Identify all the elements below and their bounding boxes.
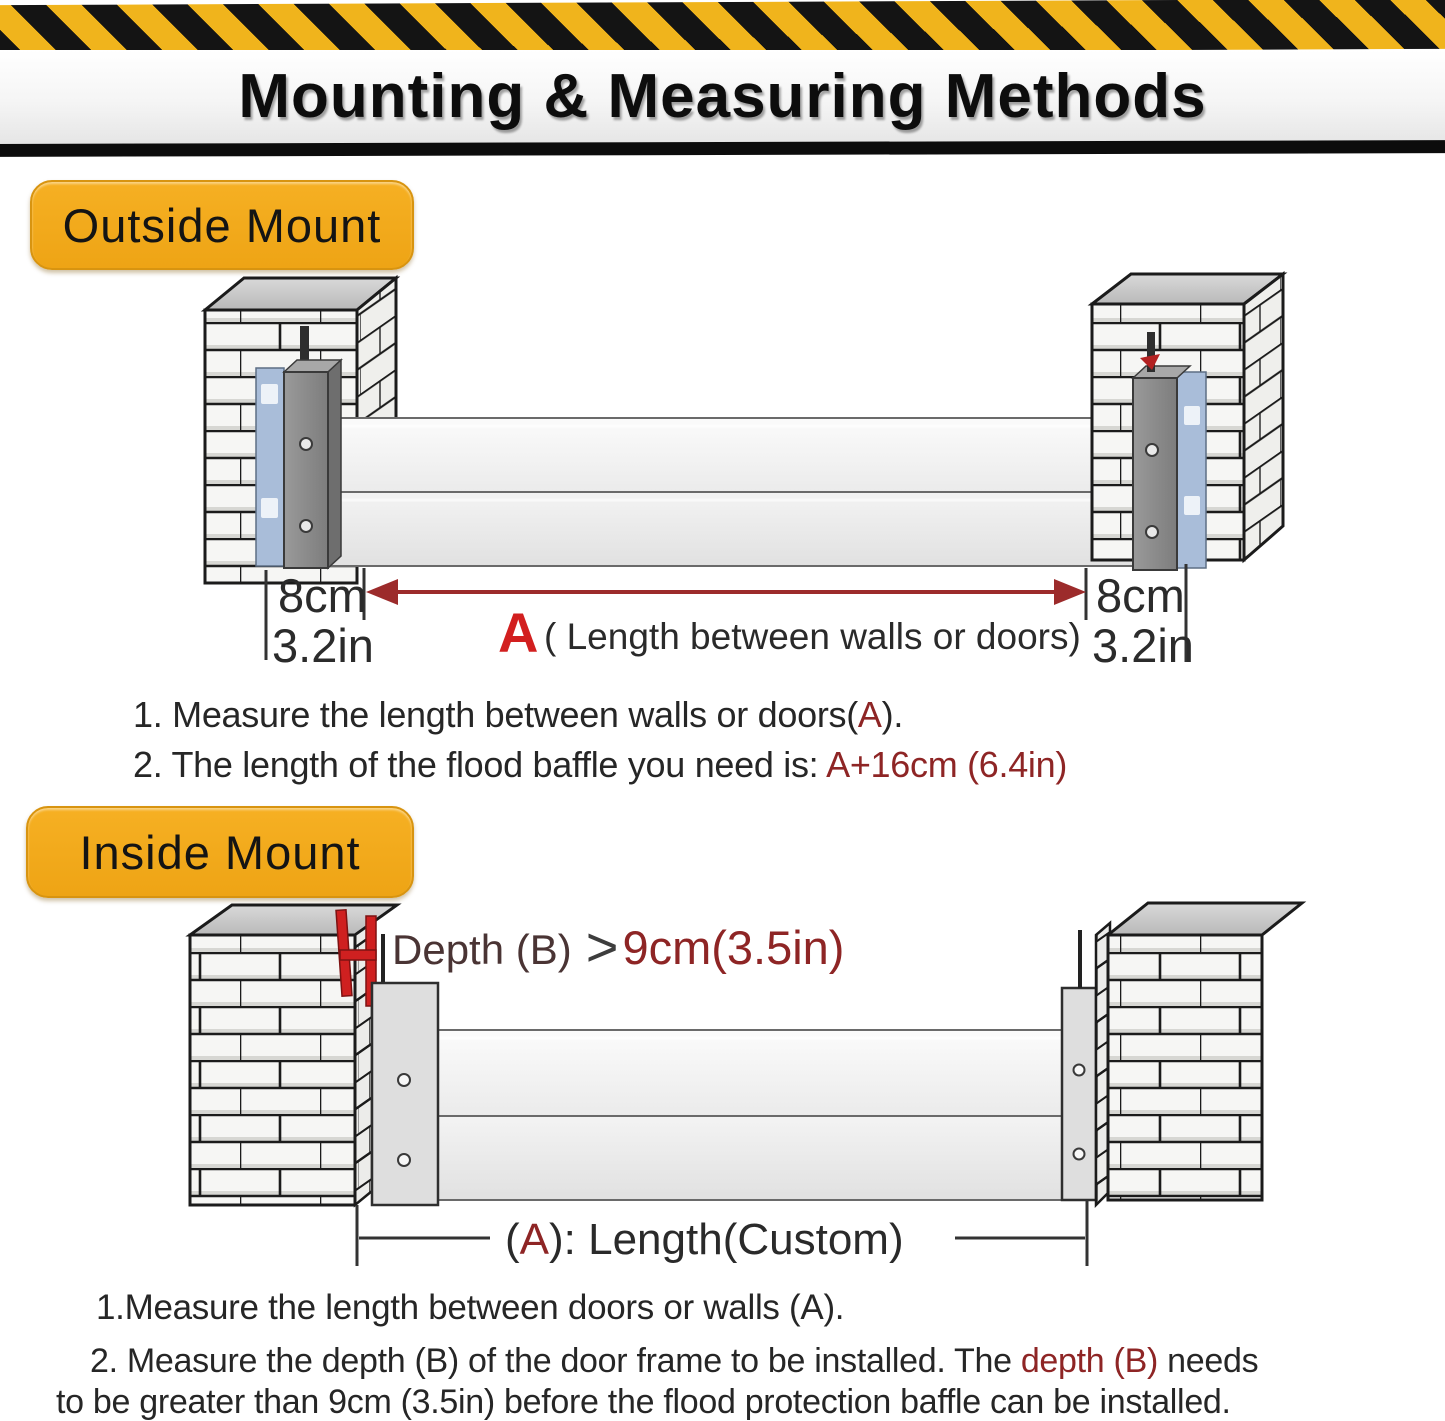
inside-step-1 bbox=[96, 1288, 844, 1328]
inside-length-label bbox=[505, 1215, 904, 1264]
outside-step-1-end: ). bbox=[881, 694, 904, 735]
title-band bbox=[0, 50, 1445, 143]
length-label-a: A bbox=[498, 601, 539, 664]
inside-step-3-text: to be greater than 9cm (3.5in) before the flood protection baffle can be installed. bbox=[56, 1383, 1231, 1421]
inside-mount-badge-label: Inside Mount bbox=[79, 825, 361, 879]
right-gap-in: 3.2in bbox=[1092, 619, 1194, 672]
left-gap-cm: 8cm bbox=[278, 569, 367, 622]
depth-label bbox=[392, 915, 844, 978]
title-underline bbox=[0, 140, 1445, 157]
inside-right-mounting-post bbox=[1062, 988, 1096, 1200]
outside-step-2-text: 2. The length of the flood baffle you need is: bbox=[133, 744, 827, 785]
flood-barrier bbox=[320, 418, 1150, 566]
inside-right-brick-pillar bbox=[1096, 903, 1302, 1205]
inside-mount-badge bbox=[26, 806, 414, 898]
inside-step-2-text: 2. Measure the depth (B) of the door frame to be installed. The bbox=[90, 1342, 1021, 1380]
outside-step-2 bbox=[133, 744, 1067, 786]
left-gap-in: 3.2in bbox=[272, 619, 374, 672]
outside-mount-badge bbox=[30, 180, 414, 270]
outside-step-1-text: 1. Measure the length between walls or doors( bbox=[133, 694, 858, 735]
left-seal-strip bbox=[256, 368, 284, 566]
inside-flood-barrier bbox=[425, 1030, 1070, 1200]
inside-step-1-text: 1.Measure the length between doors or walls (A). bbox=[96, 1288, 845, 1327]
depth-value-text: 9cm(3.5in) bbox=[622, 921, 845, 974]
inside-left-mounting-post bbox=[372, 983, 438, 1205]
length-label-text: ( Length between walls or doors) bbox=[544, 616, 1081, 657]
depth-label-text: Depth (B) bbox=[392, 926, 572, 973]
inside-length-a: A bbox=[519, 1215, 550, 1264]
inside-step-2-end: needs bbox=[1157, 1342, 1259, 1380]
hazard-tape-stripe bbox=[0, 0, 1445, 55]
outside-step-2-formula: A+16cm (6.4in) bbox=[826, 744, 1068, 785]
inside-step-2-depth: depth (B) bbox=[1020, 1342, 1158, 1380]
inside-step-3 bbox=[56, 1383, 1231, 1421]
outside-step-1 bbox=[133, 694, 903, 736]
page-title: Mounting & Measuring Methods bbox=[238, 62, 1207, 131]
right-gap-cm: 8cm bbox=[1096, 569, 1185, 622]
right-seal-strip bbox=[1177, 372, 1206, 568]
left-mounting-post bbox=[284, 360, 341, 568]
depth-gt-symbol: > bbox=[585, 915, 619, 978]
inside-length-post: ): Length(Custom) bbox=[549, 1215, 904, 1264]
inside-step-2 bbox=[90, 1342, 1258, 1381]
inside-mount-diagram bbox=[0, 898, 1445, 1270]
outside-step-1-a: A bbox=[857, 694, 882, 735]
length-arrow bbox=[366, 579, 1086, 605]
outside-mount-diagram bbox=[0, 268, 1445, 690]
inside-length-pre: ( bbox=[505, 1215, 520, 1264]
outside-mount-badge-label: Outside Mount bbox=[62, 198, 382, 252]
